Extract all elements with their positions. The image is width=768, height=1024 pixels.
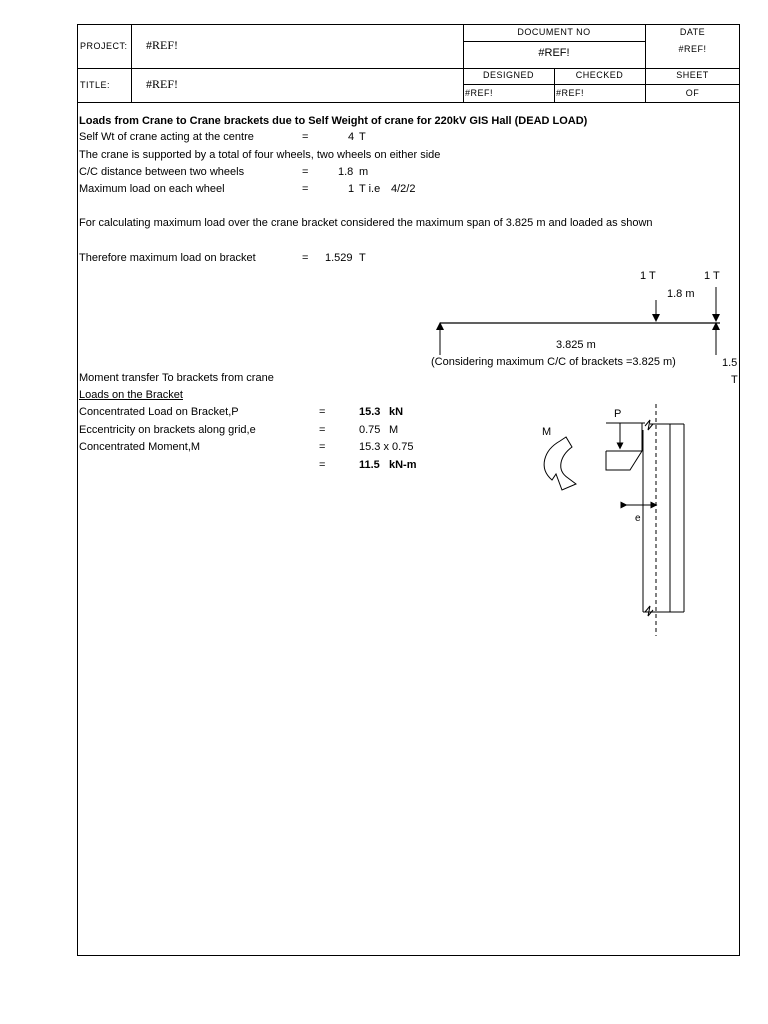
reaction-unit-label: T [731,374,738,386]
moment-transfer-title: Moment transfer To brackets from crane [79,372,274,384]
max-wheel-load-expr: 4/2/2 [391,183,416,195]
moment-m-label: M [542,426,552,438]
document-no-label: DOCUMENT NO [517,27,591,37]
document-no-value: #REF! [538,47,570,59]
max-wheel-load-unit: T i.e [359,183,381,195]
conc-load-value: 15.3 [359,406,381,418]
title-value: #REF! [146,77,179,91]
cc-distance-unit: m [359,166,369,178]
max-bracket-load-unit: T [359,252,366,264]
moment-result-unit: kN-m [389,459,417,471]
checked-value: #REF! [556,88,585,98]
span-note: For calculating maximum load over the crane bracket considered the maximum span of 3.825 m and loaded as shown [79,217,653,229]
max-bracket-load-eq: = [302,252,309,264]
reaction-value-label: 1.5 [722,357,738,369]
cc-distance-value: 1.8 [338,166,354,178]
conc-moment-expr: 15.3 x 0.75 [359,441,414,453]
max-wheel-load-label: Maximum load on each wheel [79,183,225,195]
date-value: #REF! [678,44,707,54]
project-value: #REF! [146,38,179,52]
max-wheel-load-value: 1 [348,183,355,195]
eccentricity-label-e: e [635,513,641,524]
designed-label: DESIGNED [482,70,534,80]
conc-load-eq: = [319,406,326,418]
eccentricity-value: 0.75 [359,424,381,436]
eccentricity-unit: M [389,424,399,436]
max-bracket-load-label: Therefore maximum load on bracket [79,252,256,264]
loads-on-bracket-subtitle: Loads on the Bracket [79,389,183,401]
wheel-load-2-label: 1 T [704,270,720,282]
wheel-spacing-label: 1.8 m [667,288,695,300]
moment-result-eq: = [319,459,326,471]
project-label: PROJECT: [80,41,128,51]
wheel-load-1-label: 1 T [640,270,656,282]
sheet-label: SHEET [676,70,709,80]
conc-load-unit: kN [389,406,404,418]
bracket-corbel [606,423,642,470]
self-wt-value: 4 [348,131,355,143]
column-top-break [645,420,653,430]
column-bottom-break [645,606,653,616]
date-label: DATE [679,27,706,37]
self-wt-label: Self Wt of crane acting at the centre [79,131,254,143]
span-label: 3.825 m [556,339,596,351]
span-note-label: (Considering maximum C/C of brackets =3.825 m) [431,356,676,368]
self-wt-unit: T [359,131,366,143]
conc-load-label: Concentrated Load on Bracket,P [79,406,239,418]
eccentricity-label: Eccentricity on brackets along grid,e [79,424,256,436]
max-wheel-load-eq: = [302,183,309,195]
load-p-label: P [614,408,622,420]
eccentricity-eq: = [319,424,326,436]
support-note: The crane is supported by a total of four wheels, two wheels on either side [79,149,441,161]
checked-label: CHECKED [575,70,624,80]
moment-curved-arrow [544,437,576,490]
designed-value: #REF! [465,88,494,98]
cc-distance-label: C/C distance between two wheels [79,166,245,178]
conc-moment-eq: = [319,441,326,453]
sheet-value: OF [685,88,700,98]
max-bracket-load-value: 1.529 [325,252,353,264]
title-label: TITLE: [80,80,111,90]
cc-distance-eq: = [302,166,309,178]
moment-result-value: 11.5 [359,459,380,471]
conc-moment-label: Concentrated Moment,M [79,441,201,453]
self-wt-eq: = [302,131,309,143]
section-heading: Loads from Crane to Crane brackets due to Self Weight of crane for 220kV GIS Hall (DEAD LOAD) [79,115,588,127]
